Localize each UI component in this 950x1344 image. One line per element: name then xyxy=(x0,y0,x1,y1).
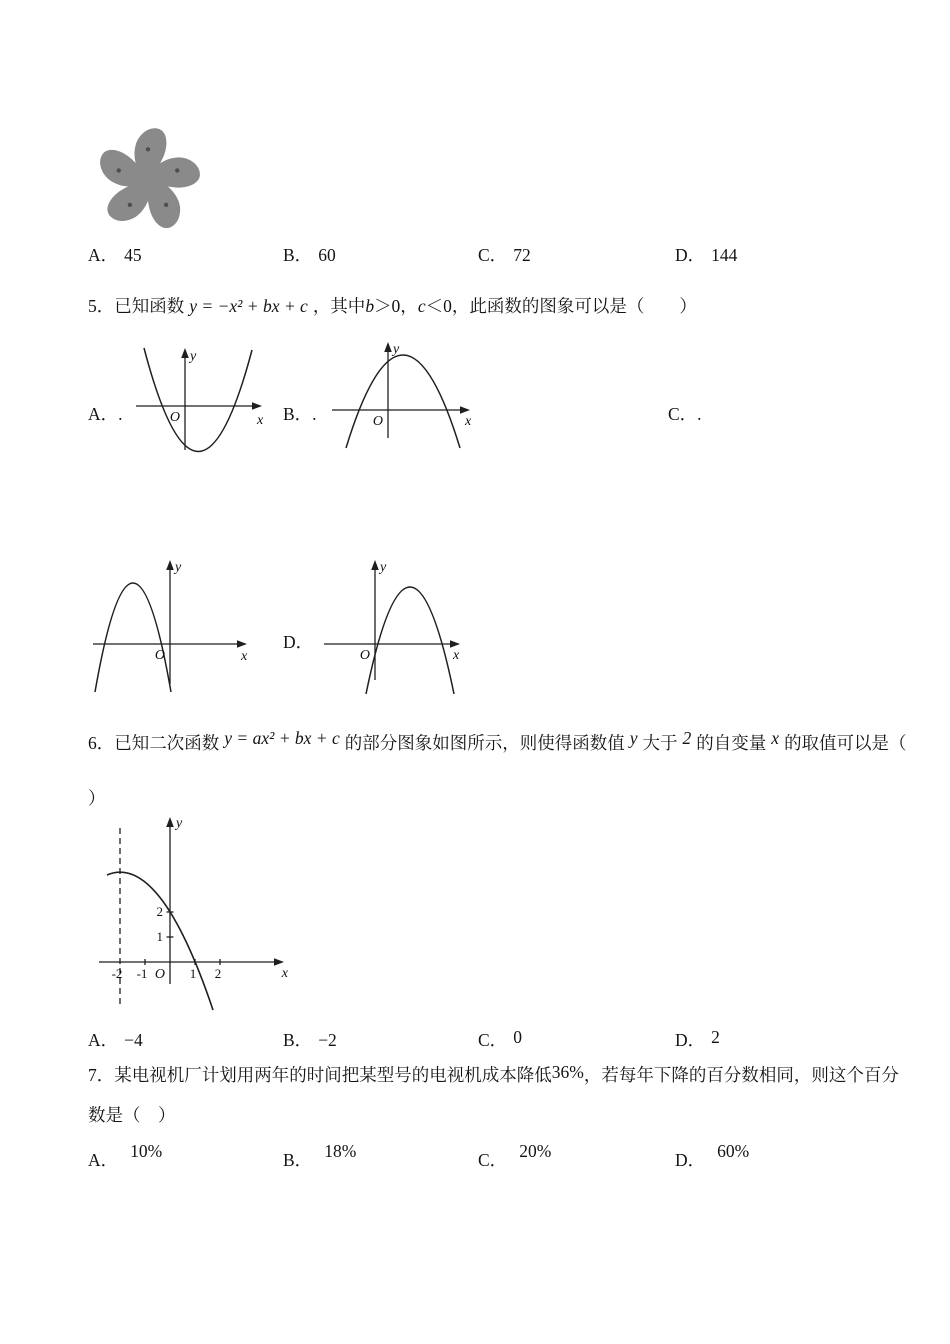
q4-option-c xyxy=(478,243,531,268)
y-axis-label: y xyxy=(393,342,400,357)
x-tick-label-neg1: -1 xyxy=(136,966,148,981)
y-axis-label: y xyxy=(175,560,182,575)
q5-graph-d xyxy=(318,556,468,698)
x-axis-arrow xyxy=(460,406,470,414)
q5-cond-b-var: b xyxy=(365,296,375,316)
option-value: 10% xyxy=(130,1141,163,1161)
parabola-curve xyxy=(366,587,454,694)
x-axis-label: x xyxy=(281,966,288,981)
y-axis-arrow xyxy=(384,342,392,352)
q7-stem-line2: 数是（ ） xyxy=(88,1105,176,1125)
q5-cond-c-rest: ＜0， xyxy=(425,296,470,316)
x-axis-label: x xyxy=(257,413,264,428)
option-letter: C． xyxy=(478,245,508,265)
q6-var-y: y xyxy=(629,728,638,748)
parabola-curve xyxy=(144,348,252,452)
q5-choice-label-b: B．. xyxy=(283,404,317,424)
y-axis-arrow xyxy=(166,560,174,570)
parabola-curve xyxy=(95,583,171,692)
parabola-curve xyxy=(346,355,460,448)
option-letter: C． xyxy=(478,1030,508,1050)
q5-cond-c-var: c xyxy=(417,296,426,316)
q5-suffix: 此函数的图象可以是（ ） xyxy=(469,296,697,316)
q5-prefix: 5．已知函数 xyxy=(88,296,185,316)
q6-formula: y = ax² + bx + c xyxy=(224,728,340,748)
option-value: 60% xyxy=(717,1141,750,1161)
option-letter: B． xyxy=(283,1150,313,1170)
q4-option-d xyxy=(675,243,737,268)
q5-graph-a xyxy=(130,344,270,456)
q7-line1-a: 7．某电视机厂计划用两年的时间把某型号的电视机成本降低 xyxy=(88,1065,552,1085)
y-axis-arrow xyxy=(166,817,174,827)
x-axis-label: x xyxy=(465,414,472,429)
option-letter: B． xyxy=(283,1030,313,1050)
q6-graph xyxy=(95,812,295,1022)
q5-graph-b xyxy=(328,338,478,456)
q6-mid4: 的取值可以是（ xyxy=(784,733,907,753)
origin-label: O xyxy=(169,410,180,425)
q6-option-b xyxy=(283,1028,337,1053)
q5-choice-label-d: D． xyxy=(283,632,314,652)
x-axis-arrow xyxy=(237,640,247,648)
origin-label: O xyxy=(359,648,370,663)
option-letter: A． xyxy=(88,245,119,265)
flower-star xyxy=(146,147,150,151)
origin-label: O xyxy=(154,967,165,982)
q7-option-b xyxy=(283,1141,357,1173)
x-tick-label-2: 2 xyxy=(214,966,222,981)
x-axis-arrow xyxy=(450,640,460,648)
option-value: 20% xyxy=(519,1141,552,1161)
option-letter: A． xyxy=(88,1030,119,1050)
q6-option-a xyxy=(88,1028,143,1053)
x-tick-label-neg2: -2 xyxy=(111,966,123,981)
q7-option-c xyxy=(478,1141,552,1173)
option-value: 72 xyxy=(513,245,531,265)
origin-label: O xyxy=(154,648,165,663)
q6-stem xyxy=(88,728,907,756)
option-letter: D． xyxy=(675,1030,706,1050)
option-letter: A． xyxy=(88,1150,119,1170)
q4-option-b xyxy=(283,243,336,268)
option-value: −4 xyxy=(124,1030,143,1050)
q5-choice-label-c: C．. xyxy=(668,404,702,424)
x-axis-arrow xyxy=(274,958,284,966)
x-tick-label-1: 1 xyxy=(189,966,197,981)
q7-option-d xyxy=(675,1141,750,1173)
y-axis-arrow xyxy=(181,348,189,358)
y-tick-label-2: 2 xyxy=(156,904,163,919)
x-axis-label: x xyxy=(453,648,460,663)
q5-choice-label-a: A．. xyxy=(88,404,123,424)
q6-mid3: 的自变量 xyxy=(696,733,767,753)
q7-option-a xyxy=(88,1141,163,1173)
q7-percent-36: 36% xyxy=(551,1062,584,1082)
option-letter: D． xyxy=(675,1150,706,1170)
option-value: 144 xyxy=(711,245,738,265)
q5-cond-b-rest: ＞0， xyxy=(374,296,418,316)
y-axis-label: y xyxy=(176,816,183,831)
q6-stem-close-paren: ） xyxy=(88,788,106,808)
option-value: 2 xyxy=(711,1027,720,1047)
y-axis-label: y xyxy=(380,560,387,575)
option-value: 18% xyxy=(324,1141,357,1161)
option-letter: C． xyxy=(478,1150,508,1170)
q6-prefix: 6．已知二次函数 xyxy=(88,733,220,753)
q4-option-a xyxy=(88,243,142,268)
y-tick-label-1: 1 xyxy=(156,929,163,944)
q6-option-d xyxy=(675,1028,720,1053)
q5-mid: ，其中 xyxy=(312,296,366,316)
y-axis-arrow xyxy=(371,560,379,570)
q5-graph-c xyxy=(85,556,255,698)
q6-mid2: 大于 xyxy=(642,733,678,753)
q5-formula: y = −x² + bx + c xyxy=(189,296,308,316)
q5-stem xyxy=(88,294,697,319)
q6-option-c xyxy=(478,1028,522,1053)
q6-var-x: x xyxy=(771,728,780,748)
option-value: −2 xyxy=(318,1030,337,1050)
option-value: 60 xyxy=(318,245,336,265)
q7-line1-b: ，若每年下降的百分数相同，则这个百分 xyxy=(583,1065,899,1085)
q7-stem-line1 xyxy=(88,1063,899,1088)
y-axis-label: y xyxy=(190,349,197,364)
origin-label: O xyxy=(372,414,383,429)
flower-center xyxy=(145,177,152,184)
option-value: 0 xyxy=(513,1027,522,1047)
option-value: 45 xyxy=(124,245,142,265)
option-letter: B． xyxy=(283,245,313,265)
q6-mid1: 的部分图象如图所示，则使得函数值 xyxy=(344,733,625,753)
x-axis-label: x xyxy=(241,649,248,664)
q6-value-2: 2 xyxy=(682,728,692,748)
x-axis-arrow xyxy=(252,402,262,410)
option-letter: D． xyxy=(675,245,706,265)
bauhinia-flower-image xyxy=(86,122,210,238)
